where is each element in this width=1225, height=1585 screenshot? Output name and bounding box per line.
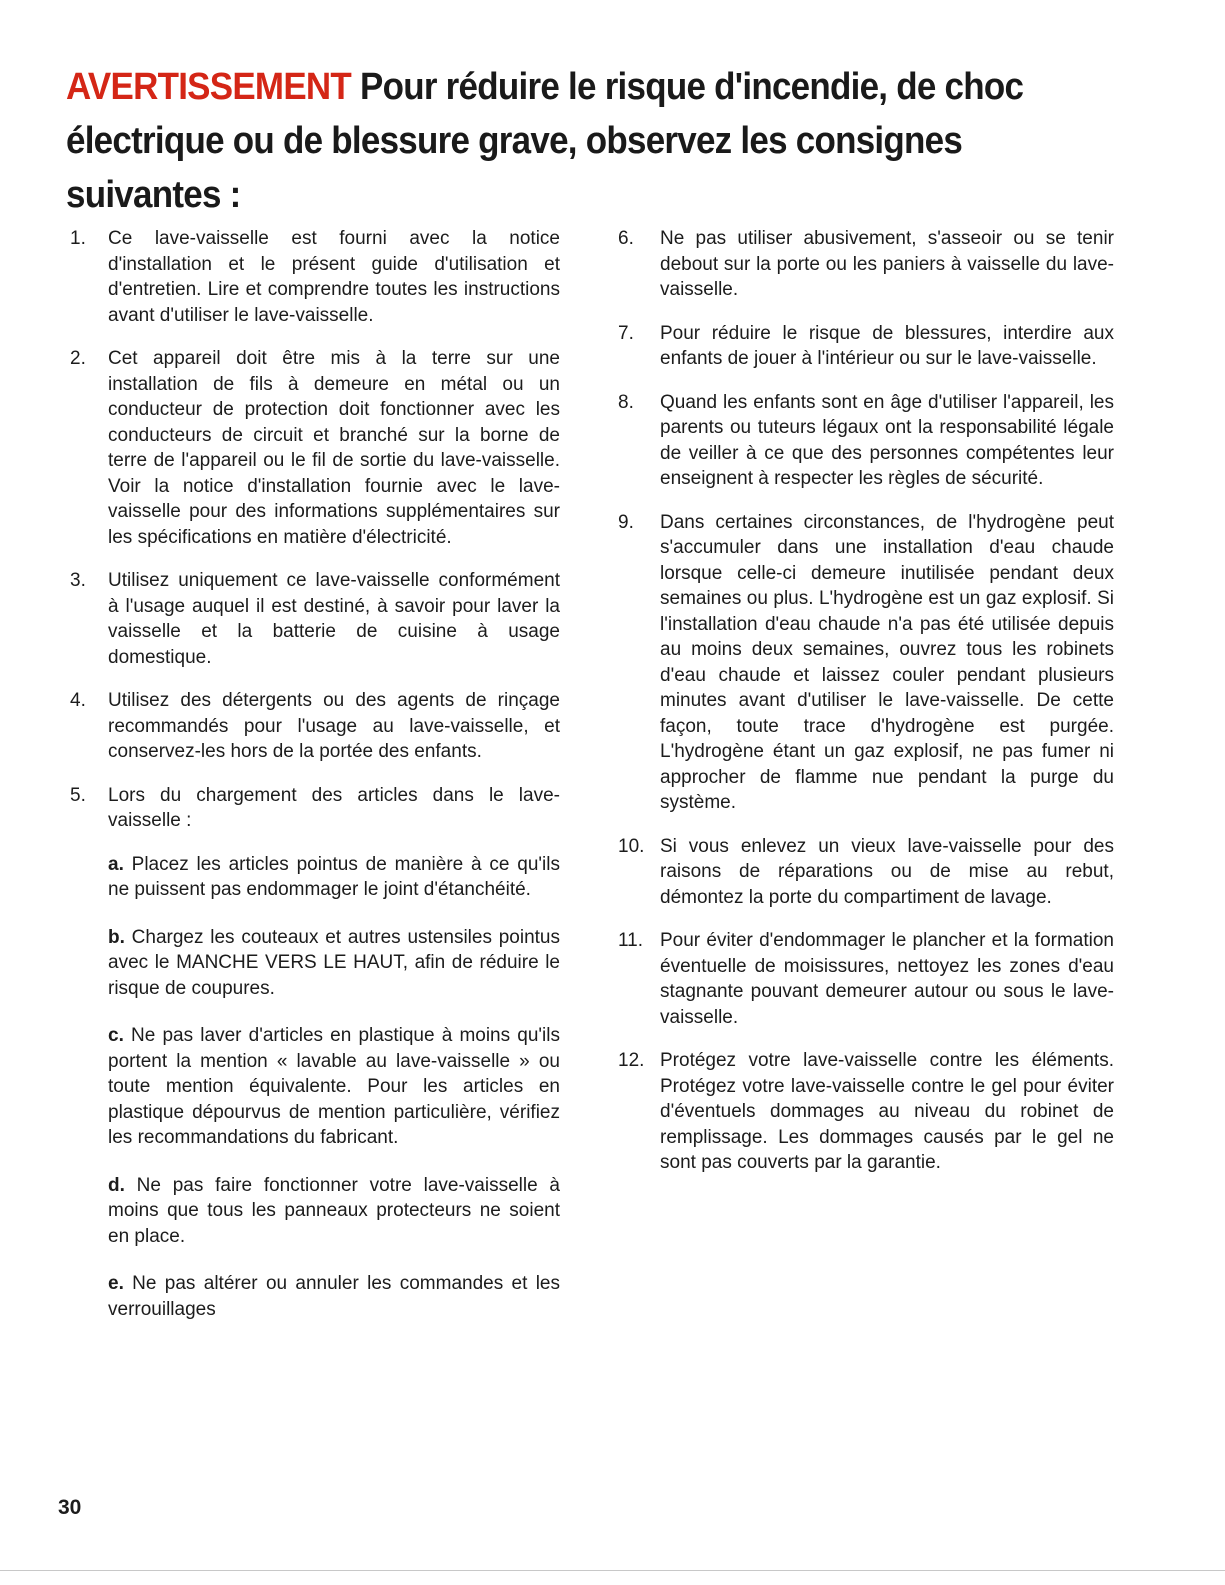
item-number: 2.	[70, 348, 86, 369]
item-number: 11.	[618, 930, 644, 951]
item-text: Cet appareil doit être mis à la terre sur une installation de fils à demeure en métal ou un conducteur de protection doit fonctionner avec les conducteurs de circuit et branché sur la borne de terre de l'appareil ou le fil de sortie du lave-vaisselle. Voir la notice d'installation fournie avec le lave-vaisselle pour des informations supplémentaires sur les spécifications en matière d'électricité.	[108, 348, 560, 548]
item-number: 12.	[618, 1050, 645, 1071]
item-text: Lors du chargement des articles dans le lave-vaisselle :	[108, 784, 560, 831]
item-number: 3.	[70, 570, 86, 591]
sub-item-letter: d.	[108, 1174, 125, 1196]
sub-item-text: Ne pas altérer ou annuler les commandes et les verrouillages	[108, 1273, 560, 1320]
sub-item-letter: c.	[108, 1025, 124, 1046]
sub-item-text: Ne pas faire fonctionner votre lave-vaisselle à moins que tous les panneaux protecteurs ne soient en place.	[108, 1174, 560, 1247]
list-item	[618, 321, 1114, 372]
left-column	[70, 226, 560, 1344]
item-text: Si vous enlevez un vieux lave-vaisselle pour des raisons de réparations ou de mise au rebut, démontez la porte du compartiment de lavage.	[660, 835, 1114, 908]
sub-item-letter: b.	[108, 926, 125, 948]
list-item	[618, 510, 1114, 816]
item-text: Quand les enfants sont en âge d'utiliser l'appareil, les parents ou tuteurs légaux ont la responsabilité légale de veiller à ce que des personnes compétentes leur enseignent à respecter les règles de sécurité.	[660, 391, 1114, 489]
list-item	[618, 390, 1114, 492]
page-heading	[66, 60, 1096, 222]
item-number: 8.	[618, 391, 634, 413]
item-text: Utilisez uniquement ce lave-vaisselle conformément à l'usage auquel il est destiné, à savoir pour laver la vaisselle et la batterie de cuisine à usage domestique.	[108, 570, 560, 668]
list-item	[70, 688, 560, 765]
item-number: 9.	[618, 511, 634, 533]
sub-item	[108, 852, 560, 903]
sub-item-text: Chargez les couteaux et autres ustensiles pointus avec le MANCHE VERS LE HAUT, afin de réduire le risque de coupures.	[108, 926, 560, 999]
sub-item	[108, 925, 560, 1002]
page-number: 30	[58, 1496, 82, 1519]
item-text: Ce lave-vaisselle est fourni avec la notice d'installation et le présent guide d'utilisation et d'entretien. Lire et comprendre toutes les instructions avant d'utiliser le lave-vaisselle.	[108, 228, 560, 326]
list-item	[70, 568, 560, 670]
sub-item	[108, 1023, 560, 1151]
item-number: 6.	[618, 228, 634, 249]
list-item	[618, 834, 1114, 911]
item-text: Ne pas utiliser abusivement, s'asseoir ou se tenir debout sur la porte ou les paniers à vaisselle du lave-vaisselle.	[660, 228, 1114, 300]
list-item	[618, 928, 1114, 1030]
heading-text: Pour réduire le risque d'incendie, de choc électrique ou de blessure grave, observez les consignes suivantes :	[66, 66, 1024, 216]
page-bottom-divider	[0, 1570, 1225, 1571]
sub-item-text: Placez les articles pointus de manière à ce qu'ils ne puissent pas endommager le joint d'étanchéité.	[108, 853, 560, 900]
sub-item-letter: e.	[108, 1273, 124, 1294]
sub-item-letter: a.	[108, 853, 124, 875]
item-number: 7.	[618, 322, 634, 344]
item-text: Pour éviter d'endommager le plancher et la formation éventuelle de moisissures, nettoyez les zones d'eau stagnante pouvant demeurer autour ou sous le lave-vaisselle.	[660, 930, 1114, 1028]
item-number: 4.	[70, 690, 86, 711]
item-number: 10.	[618, 835, 645, 857]
right-column	[618, 226, 1114, 1194]
warning-keyword: AVERTISSEMENT	[66, 66, 352, 108]
list-item	[618, 1048, 1114, 1176]
sub-item	[108, 1173, 560, 1250]
sub-item-text: Ne pas laver d'articles en plastique à moins qu'ils portent la mention « lavable au lave-vaisselle » ou toute mention équivalente. Pour les articles en plastique dépourvus de mention particulière, vérifiez les recommandations du fabricant.	[108, 1025, 560, 1148]
item-text: Pour réduire le risque de blessures, interdire aux enfants de jouer à l'intérieur ou sur le lave-vaisselle.	[660, 322, 1114, 369]
item-text: Protégez votre lave-vaisselle contre les éléments. Protégez votre lave-vaisselle contre le gel pour éviter d'éventuels dommages au niveau du robinet de remplissage. Les dommages causés par le gel ne sont pas couverts par la garantie.	[660, 1050, 1114, 1173]
item-text: Utilisez des détergents ou des agents de rinçage recommandés pour l'usage au lave-vaisselle, et conservez-les hors de la portée des enfants.	[108, 690, 560, 762]
item-text: Dans certaines circonstances, de l'hydrogène peut s'accumuler dans une installation d'eau chaude lorsque celle-ci demeure inutilisée pendant deux semaines ou plus. L'hydrogène est un gaz explosif. Si l'installation d'eau chaude n'a pas été utilisée depuis au moins deux semaines, ouvrez tous les robinets d'eau chaude et laissez couler pendant plusieurs minutes avant d'utiliser le lave-vaisselle. De cette façon, toute trace d'hydrogène est purgée. L'hydrogène étant un gaz explosif, ne pas fumer ni approcher de flamme nue pendant la purge du système.	[660, 511, 1114, 813]
item-number: 5.	[70, 784, 86, 806]
list-item	[70, 346, 560, 550]
list-item	[618, 226, 1114, 303]
item-number: 1.	[70, 228, 86, 249]
sub-item	[108, 1271, 560, 1322]
list-item	[70, 783, 560, 834]
list-item	[70, 226, 560, 328]
